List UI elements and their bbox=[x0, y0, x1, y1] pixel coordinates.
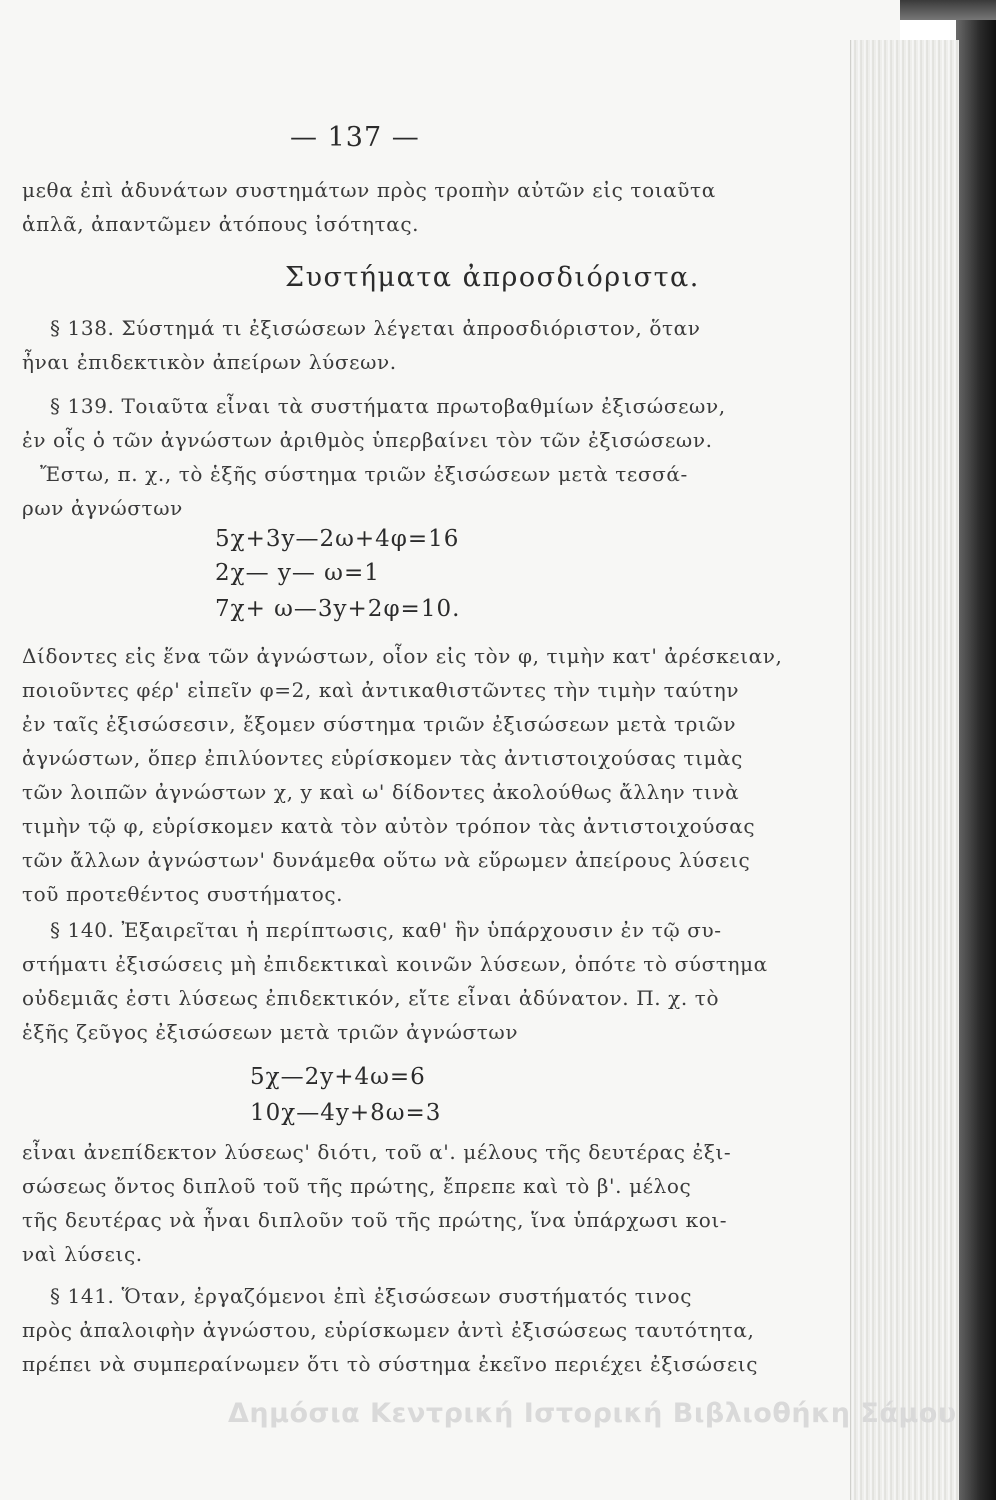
text-line: ναὶ λύσεις. bbox=[22, 1242, 143, 1266]
text-line: § 140. Ἐξαιρεῖται ἡ περίπτωσις, καθ' ἣν ὑπάρχουσιν ἐν τῷ συ- bbox=[50, 918, 722, 942]
equation: 10χ—4y+8ω=3 bbox=[250, 1100, 442, 1126]
text-line: ποιοῦντες φέρ' εἰπεῖν φ=2, καὶ ἀντικαθιστῶντες τὴν τιμὴν ταύτην bbox=[22, 678, 740, 702]
text-line: τῶν ἄλλων ἀγνώστων' δυνάμεθα οὕτω νὰ εὕρωμεν ἀπείρους λύσεις bbox=[22, 848, 751, 872]
page-stack-edges bbox=[850, 40, 959, 1500]
text-line: ἦναι ἐπιδεκτικὸν ἀπείρων λύσεων. bbox=[22, 350, 397, 374]
text-line: πρέπει νὰ συμπεραίνωμεν ὅτι τὸ σύστημα ἐκεῖνο περιέχει ἐξισώσεις bbox=[22, 1352, 759, 1376]
text-line: ρων ἀγνώστων bbox=[22, 496, 183, 520]
library-watermark: Δημόσια Κεντρική Ιστορική Βιβλιοθήκη Σάμου bbox=[228, 1398, 957, 1429]
text-line: πρὸς ἀπαλοιφὴν ἀγνώστου, εὑρίσκωμεν ἀντὶ ἐξισώσεως ταυτότητα, bbox=[22, 1318, 755, 1342]
text-line: § 139. Τοιαῦτα εἶναι τὰ συστήματα πρωτοβαθμίων ἐξισώσεων, bbox=[50, 394, 726, 418]
text-line: ἀγνώστων, ὅπερ ἐπιλύοντες εὑρίσκομεν τὰς ἀντιστοιχούσας τιμὰς bbox=[22, 746, 743, 770]
equation: 2χ— y— ω=1 bbox=[215, 560, 380, 586]
text-line: ἁπλᾶ, ἀπαντῶμεν ἀτόπους ἰσότητας. bbox=[22, 212, 420, 236]
text-line: τιμὴν τῷ φ, εὑρίσκομεν κατὰ τὸν αὐτὸν τρόπον τὰς ἀντιστοιχούσας bbox=[22, 814, 756, 838]
text-line: οὐδεμιᾶς ἐστι λύσεως ἐπιδεκτικόν, εἴτε εἶναι ἀδύνατον. Π. χ. τὸ bbox=[22, 986, 720, 1010]
text-line: στήματι ἐξισώσεις μὴ ἐπιδεκτικαὶ κοινῶν λύσεων, ὁπότε τὸ σύστημα bbox=[22, 952, 768, 976]
section-heading: Συστήματα ἀπροσδιόριστα. bbox=[285, 262, 700, 293]
equation: 7χ+ ω—3y+2φ=10. bbox=[215, 596, 461, 622]
text-line: εἶναι ἀνεπίδεκτον λύσεως' διότι, τοῦ α'. μέλους τῆς δευτέρας ἐξι- bbox=[22, 1140, 732, 1164]
text-line: § 141. Ὅταν, ἐργαζόμενοι ἐπὶ ἐξισώσεων συστήματός τινος bbox=[50, 1284, 693, 1308]
text-line: Ἔστω, π. χ., τὸ ἑξῆς σύστημα τριῶν ἐξισώσεων μετὰ τεσσά- bbox=[40, 462, 688, 486]
text-line: τῆς δευτέρας νὰ ἦναι διπλοῦν τοῦ τῆς πρώτης, ἵνα ὑπάρχωσι κοι- bbox=[22, 1208, 728, 1232]
equation: 5χ+3y—2ω+4φ=16 bbox=[215, 526, 460, 552]
scan-border bbox=[956, 0, 996, 1500]
text-line: § 138. Σύστημά τι ἐξισώσεων λέγεται ἀπροσδιόριστον, ὅταν bbox=[50, 316, 701, 340]
equation: 5χ—2y+4ω=6 bbox=[250, 1064, 426, 1090]
page-number: — 137 — bbox=[290, 122, 420, 153]
text-line: μεθα ἐπὶ ἀδυνάτων συστημάτων πρὸς τροπὴν αὐτῶν εἰς τοιαῦτα bbox=[22, 178, 716, 202]
text-line: ἐν ταῖς ἐξισώσεσιν, ἔξομεν σύστημα τριῶν ἐξισώσεων μετὰ τριῶν bbox=[22, 712, 737, 736]
text-line: Δίδοντες εἰς ἕνα τῶν ἀγνώστων, οἷον εἰς τὸν φ, τιμὴν κατ' ἀρέσκειαν, bbox=[22, 644, 783, 668]
text-line: σώσεως ὄντος διπλοῦ τοῦ τῆς πρώτης, ἔπρεπε καὶ τὸ β'. μέλος bbox=[22, 1174, 692, 1198]
text-line: ἑξῆς ζεῦγος ἐξισώσεων μετὰ τριῶν ἀγνώστων bbox=[22, 1020, 519, 1044]
text-line: τοῦ προτεθέντος συστήματος. bbox=[22, 882, 344, 906]
text-line: ἐν οἷς ὁ τῶν ἀγνώστων ἀριθμὸς ὑπερβαίνει τὸν τῶν ἐξισώσεων. bbox=[22, 428, 713, 452]
text-line: τῶν λοιπῶν ἀγνώστων χ, y καὶ ω' δίδοντες ἀκολούθως ἄλλην τινὰ bbox=[22, 780, 740, 804]
